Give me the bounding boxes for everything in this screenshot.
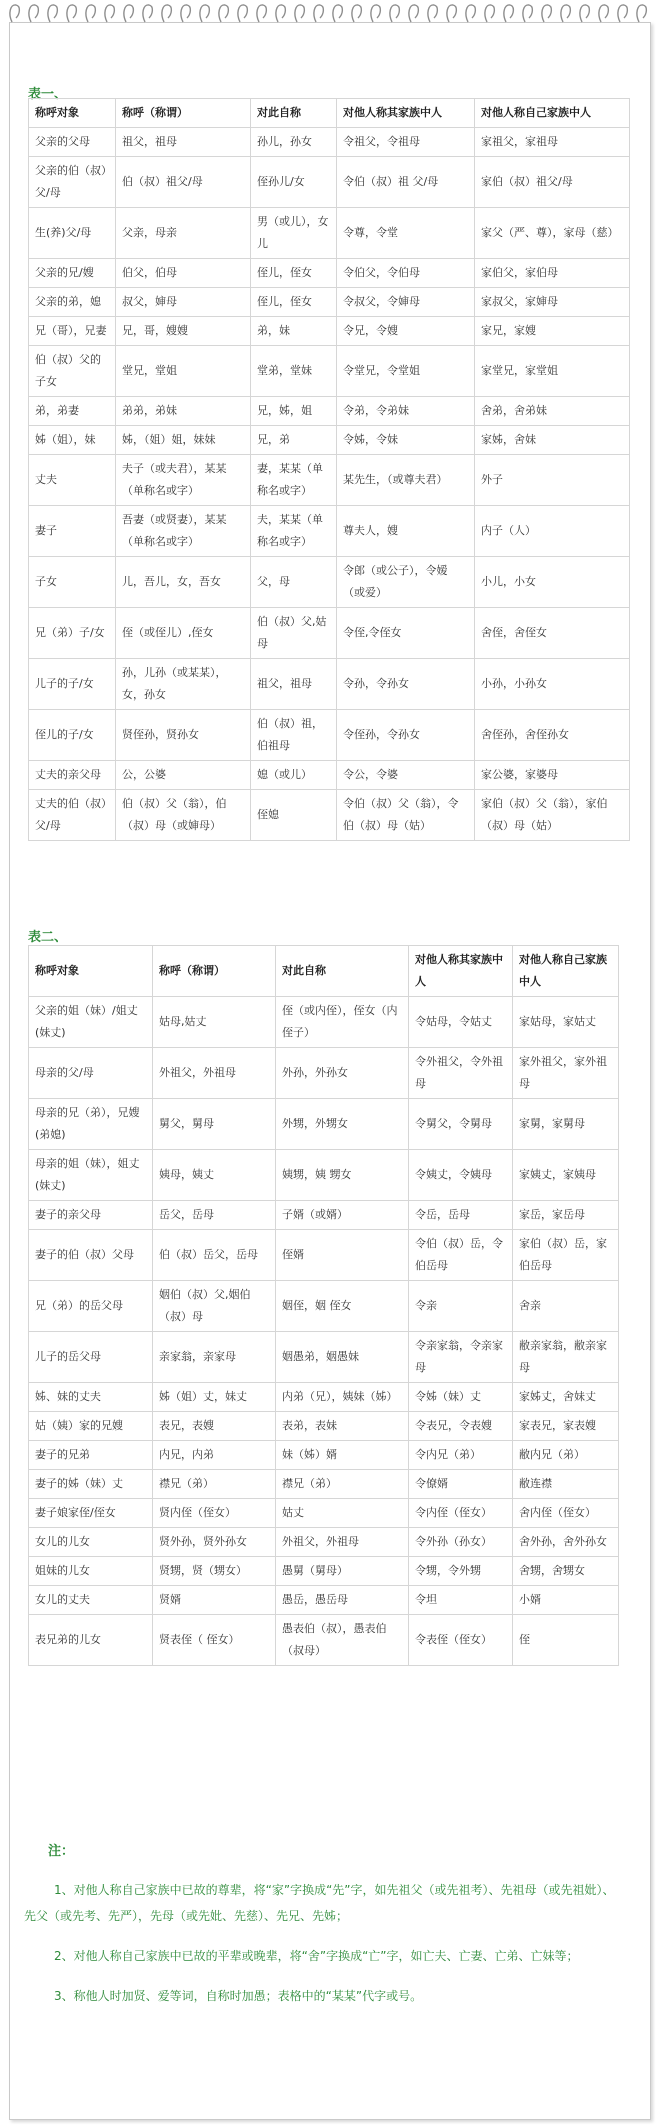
column-header: 对他人称自己家族中人 [475,99,630,128]
spiral-ring [447,5,456,22]
table2-kinship-terms [28,945,619,1666]
table-cell: 令亲家翁，令亲家母 [409,1332,513,1383]
table-cell: 家姊，舍妹 [475,426,630,455]
table-cell: 伯（叔）父的子女 [29,346,116,397]
column-header: 对他人称其家族中人 [337,99,475,128]
table-row [29,1230,619,1281]
table-cell: 父亲的兄/嫂 [29,259,116,288]
table-cell: 儿，吾儿，女，吾女 [116,557,251,608]
table-cell: 小儿，小女 [475,557,630,608]
table-cell: 姐妹的儿女 [29,1557,153,1586]
spiral-ring [219,5,228,22]
table2-label: 表二、 [28,930,68,945]
column-header: 称呼（称谓） [116,99,251,128]
table-row [29,1528,619,1557]
table-cell: 兄，弟 [251,426,337,455]
table-cell: 令堂兄，令堂姐 [337,346,475,397]
table-row [29,1470,619,1499]
spiral-ring [485,5,494,22]
table-cell: 姻愚弟，姻愚妹 [276,1332,409,1383]
table-cell: 家父（严、尊），家母（慈） [475,208,630,259]
table-row [29,208,630,259]
table-cell: 亲家翁，亲家母 [153,1332,276,1383]
table-cell: 贤甥，贤（甥女） [153,1557,276,1586]
table-row [29,1150,619,1201]
table-cell: 家伯父，家伯母 [475,259,630,288]
table-cell: 家岳，家岳母 [513,1201,619,1230]
table-cell: 令弟，令弟妹 [337,397,475,426]
table-cell: 令尊，令堂 [337,208,475,259]
table-cell: 令僚婿 [409,1470,513,1499]
table-cell: 侄 [513,1615,619,1666]
table-cell: 内弟（兄），姨妹（姊） [276,1383,409,1412]
table-cell: 孙儿，孙女 [251,128,337,157]
table-row [29,1441,619,1470]
table-row [29,317,630,346]
table-cell: 祖父，祖母 [116,128,251,157]
column-header: 称呼对象 [29,946,153,997]
table-cell: 妻子娘家侄/侄女 [29,1499,153,1528]
table-cell: 令表兄，令表嫂 [409,1412,513,1441]
spiral-ring [409,5,418,22]
table-row [29,790,630,841]
table-cell: 妻子的姊（妹）丈 [29,1470,153,1499]
table-cell: 表兄弟的儿女 [29,1615,153,1666]
spiral-ring [29,5,38,22]
spiral-ring [276,5,285,22]
table-cell: 某先生，（或尊夫君） [337,455,475,506]
table-cell: 家姨丈，家姨母 [513,1150,619,1201]
table-cell: 吾妻（或贤妻），某某（单称名或字） [116,506,251,557]
table-cell: 令舅父，令舅母 [409,1099,513,1150]
table-cell: 敝内兄（弟） [513,1441,619,1470]
table-cell: 令内兄（弟） [409,1441,513,1470]
table-cell: 姊（姐）丈，妹丈 [153,1383,276,1412]
table-row [29,1048,619,1099]
table-cell: 公，公婆 [116,761,251,790]
table-cell: 丈夫的伯（叔）父/母 [29,790,116,841]
table-cell: 堂兄，堂姐 [116,346,251,397]
table-row [29,997,619,1048]
spiral-ring [124,5,133,22]
spiral-ring [618,5,627,22]
table-cell: 姊（姐），妹 [29,426,116,455]
table-cell: 舅父，舅母 [153,1099,276,1150]
table-cell: 兄，哥，嫂嫂 [116,317,251,346]
table-cell: 父亲的姐（妹）/姐丈(妹丈) [29,997,153,1048]
table-cell: 弟，弟妻 [29,397,116,426]
table-cell: 令表侄（侄女） [409,1615,513,1666]
column-header: 对此自称 [251,99,337,128]
column-header: 对他人称其家族中人 [409,946,513,997]
table-cell: 令侄孙，令孙女 [337,710,475,761]
table-cell: 姑（姨）家的兄嫂 [29,1412,153,1441]
table-cell: 岳父，岳母 [153,1201,276,1230]
spiral-ring [105,5,114,22]
table-cell: 男（或儿），女儿 [251,208,337,259]
spiral-ring [390,5,399,22]
table-cell: 家公婆，家婆母 [475,761,630,790]
spiral-ring [580,5,589,22]
table-cell: 女儿的儿女 [29,1528,153,1557]
spiral-ring [86,5,95,22]
table-cell: 令姨丈，令姨母 [409,1150,513,1201]
table-row [29,1099,619,1150]
table-cell: 母亲的姐（妹），姐丈(妹丈) [29,1150,153,1201]
table-cell: 家舅，家舅母 [513,1099,619,1150]
table-cell: 舍外孙，舍外孙女 [513,1528,619,1557]
table-cell: 令姊，令妹 [337,426,475,455]
table-cell: 小孙，小孙女 [475,659,630,710]
table-row [29,397,630,426]
table-cell: 子婿（或婿） [276,1201,409,1230]
table-cell: 姊，（姐）姐，妹妹 [116,426,251,455]
table-cell: 女儿的丈夫 [29,1586,153,1615]
table-cell: 令姊（妹）丈 [409,1383,513,1412]
table-cell: 侄孙儿/女 [251,157,337,208]
table1-header-row [29,99,630,128]
table-cell: 令外孙（孙女） [409,1528,513,1557]
table-row [29,128,630,157]
table-cell: 丈夫的亲父母 [29,761,116,790]
table-cell: 母亲的兄（弟），兄嫂(弟媳) [29,1099,153,1150]
spiral-ring [333,5,342,22]
table-cell: 母亲的父/母 [29,1048,153,1099]
table-cell: 兄（哥），兄妻 [29,317,116,346]
table-row [29,1557,619,1586]
table-cell: 贤侄孙，贤孙女 [116,710,251,761]
spiral-ring [200,5,209,22]
table-cell: 愚表伯（叔），愚表伯（叔母） [276,1615,409,1666]
table-cell: 舍甥，舍甥女 [513,1557,619,1586]
table-cell: 姻侄，姻 侄女 [276,1281,409,1332]
table-cell: 祖父，祖母 [251,659,337,710]
table-cell: 儿子的岳父母 [29,1332,153,1383]
spiral-ring [162,5,171,22]
table-cell: 侄（或内侄），侄女（内侄子） [276,997,409,1048]
table-cell: 表弟，表妹 [276,1412,409,1441]
table-cell: 妻子的伯（叔）父母 [29,1230,153,1281]
table-cell: 弟，妹 [251,317,337,346]
table-cell: 家堂兄，家堂姐 [475,346,630,397]
spiral-ring [371,5,380,22]
column-header: 称呼（称谓） [153,946,276,997]
table-cell: 襟兄（弟） [153,1470,276,1499]
table-cell: 夫子（或夫君），某某（单称名或字） [116,455,251,506]
table-cell: 子女 [29,557,116,608]
spiral-ring [466,5,475,22]
table-row [29,1586,619,1615]
table-cell: 外祖父，外祖母 [276,1528,409,1557]
table-cell: 令坦 [409,1586,513,1615]
spiral-ring [542,5,551,22]
table-cell: 伯父，伯母 [116,259,251,288]
column-header: 称呼对象 [29,99,116,128]
table-cell: 舍侄孙，舍侄孙女 [475,710,630,761]
table-cell: 兄（弟）的岳父母 [29,1281,153,1332]
table-cell: 令伯（叔）父（翁），令伯（叔）母（姑） [337,790,475,841]
table-cell: 兄，姊，姐 [251,397,337,426]
spiral-ring [637,5,646,22]
table-cell: 妻，某某（单称名或字） [251,455,337,506]
table-row [29,455,630,506]
table-cell: 父亲的弟，媳 [29,288,116,317]
table-row [29,157,630,208]
table-cell: 侄（或侄儿）,侄女 [116,608,251,659]
table-cell: 愚岳，愚岳母 [276,1586,409,1615]
table-row [29,259,630,288]
table-row [29,346,630,397]
table-cell: 丈夫 [29,455,116,506]
table-cell: 媳（或儿） [251,761,337,790]
table-cell: 家外祖父，家外祖母 [513,1048,619,1099]
spiral-ring [599,5,608,22]
spiral-ring [48,5,57,22]
table-row [29,1412,619,1441]
table-cell: 兄（弟）子/女 [29,608,116,659]
table-cell: 夫，某某（单称名或字） [251,506,337,557]
table-row [29,1281,619,1332]
table-cell: 侄儿，侄女 [251,259,337,288]
table-cell: 贤内侄（侄女） [153,1499,276,1528]
table-cell: 愚舅（舅母） [276,1557,409,1586]
table-cell: 父亲的伯（叔）父/母 [29,157,116,208]
spiral-binding-decoration [4,2,654,26]
table-cell: 孙，儿孙（或某某），女，孙女 [116,659,251,710]
table-cell: 伯（叔）父（翁），伯（叔）母（或婶母） [116,790,251,841]
table-cell: 姊、妹的丈夫 [29,1383,153,1412]
table1-label: 表一、 [28,87,68,102]
spiral-ring [314,5,323,22]
table-cell: 伯（叔）祖父/母 [116,157,251,208]
table-cell: 令祖父，令祖母 [337,128,475,157]
table-cell: 令郎（或公子），令嫒（或爱） [337,557,475,608]
table-cell: 伯（叔）祖，伯祖母 [251,710,337,761]
table-cell: 叔父，婶母 [116,288,251,317]
table-cell: 外子 [475,455,630,506]
table-cell: 姨母，姨丈 [153,1150,276,1201]
table-cell: 襟兄（弟） [276,1470,409,1499]
table-cell: 外孙，外孙女 [276,1048,409,1099]
table-cell: 父，母 [251,557,337,608]
table-cell: 贤表侄（ 侄女） [153,1615,276,1666]
table-cell: 敝连襟 [513,1470,619,1499]
table-row [29,1383,619,1412]
table-cell: 舍侄，舍侄女 [475,608,630,659]
table-cell: 侄媳 [251,790,337,841]
table-cell: 妻子 [29,506,116,557]
table-cell: 外甥，外甥女 [276,1099,409,1150]
table-cell: 家姑母，家姑丈 [513,997,619,1048]
note-2: 2、对他人称自己家族中已故的平辈或晚辈，将“舍”字换成“亡”字，如亡夫、亡妻、亡弟、亡妹等； [54,1949,579,1963]
table-cell: 儿子的子/女 [29,659,116,710]
table-cell: 令亲 [409,1281,513,1332]
table-cell: 内子（人） [475,506,630,557]
table-cell: 令姑母，令姑丈 [409,997,513,1048]
spiral-ring [257,5,266,22]
table-cell: 令伯父，令伯母 [337,259,475,288]
table-cell: 妻子的兄弟 [29,1441,153,1470]
table-cell: 令孙，令孙女 [337,659,475,710]
spiral-ring [143,5,152,22]
table-cell: 外祖父，外祖母 [153,1048,276,1099]
table-row [29,710,630,761]
spiral-ring [295,5,304,22]
table-cell: 伯（叔）岳父，岳母 [153,1230,276,1281]
table-cell: 敝亲家翁，敝亲家母 [513,1332,619,1383]
table-row [29,1499,619,1528]
notes-title: 注： [48,1844,75,1859]
table-cell: 令甥，令外甥 [409,1557,513,1586]
table-cell: 伯（叔）父,姑母 [251,608,337,659]
table-cell: 弟弟，弟妹 [116,397,251,426]
table-cell: 妹（姊）婿 [276,1441,409,1470]
column-header: 对此自称 [276,946,409,997]
table1-kinship-terms [28,98,630,841]
table-cell: 父亲，母亲 [116,208,251,259]
table-cell: 令叔父，令婶母 [337,288,475,317]
table-row [29,1201,619,1230]
table-cell: 令内侄（侄女） [409,1499,513,1528]
table-cell: 家祖父，家祖母 [475,128,630,157]
table-cell: 家伯（叔）祖父/母 [475,157,630,208]
table-cell: 家伯（叔）岳，家伯岳母 [513,1230,619,1281]
table-cell: 令公，令婆 [337,761,475,790]
table-cell: 令外祖父，令外祖母 [409,1048,513,1099]
table-cell: 舍内侄（侄女） [513,1499,619,1528]
table-cell: 家伯（叔）父（翁），家伯（叔）母（姑） [475,790,630,841]
table-row [29,1615,619,1666]
table-cell: 姑丈 [276,1499,409,1528]
table-cell: 内兄，内弟 [153,1441,276,1470]
spiral-ring [428,5,437,22]
table-cell: 贤婿 [153,1586,276,1615]
table-cell: 父亲的父母 [29,128,116,157]
table-cell: 家叔父，家婶母 [475,288,630,317]
table-cell: 舍弟，舍弟妹 [475,397,630,426]
spiral-ring [352,5,361,22]
table-cell: 令伯（叔）岳，令伯岳母 [409,1230,513,1281]
table-row [29,1332,619,1383]
table-cell: 小婿 [513,1586,619,1615]
notes-section [24,1840,624,2023]
table-row [29,288,630,317]
table-cell: 尊夫人，嫂 [337,506,475,557]
table-row [29,426,630,455]
table-cell: 生(养)父/母 [29,208,116,259]
note-3: 3、称他人时加贤、爱等词，自称时加愚；表格中的“某某”代字或号。 [54,1989,423,2003]
note-1: 1、对他人称自己家族中已故的尊辈，将“家”字换成“先”字，如先祖父（或先祖考）、先祖母（或先祖妣）、先父（或先考、先严），先母（或先妣、先慈）、先兄、先姊； [24,1883,615,1923]
table-cell: 姻伯（叔）父,姻伯（叔）母 [153,1281,276,1332]
table-cell: 侄婿 [276,1230,409,1281]
spiral-ring [10,5,19,22]
table-row [29,608,630,659]
table-cell: 家兄，家嫂 [475,317,630,346]
table-cell: 侄儿的子/女 [29,710,116,761]
table-cell: 舍亲 [513,1281,619,1332]
column-header: 对他人称自己家族中人 [513,946,619,997]
spiral-ring [504,5,513,22]
table2-header-row [29,946,619,997]
table-cell: 令兄，令嫂 [337,317,475,346]
table-cell: 表兄，表嫂 [153,1412,276,1441]
table-cell: 侄儿，侄女 [251,288,337,317]
spiral-ring [238,5,247,22]
spiral-ring [523,5,532,22]
table-cell: 妻子的亲父母 [29,1201,153,1230]
table-cell: 姑母,姑丈 [153,997,276,1048]
table-cell: 贤外孙，贤外孙女 [153,1528,276,1557]
table-cell: 令岳，岳母 [409,1201,513,1230]
table-cell: 家姊丈，舍妹丈 [513,1383,619,1412]
table-row [29,557,630,608]
spiral-ring [67,5,76,22]
table-cell: 令伯（叔）祖 父/母 [337,157,475,208]
table-cell: 姨甥，姨 甥女 [276,1150,409,1201]
table-cell: 家表兄，家表嫂 [513,1412,619,1441]
table-row [29,506,630,557]
table-row [29,659,630,710]
table-cell: 堂弟，堂妹 [251,346,337,397]
spiral-ring [181,5,190,22]
table-row [29,761,630,790]
spiral-ring [561,5,570,22]
table-cell: 令侄,令侄女 [337,608,475,659]
